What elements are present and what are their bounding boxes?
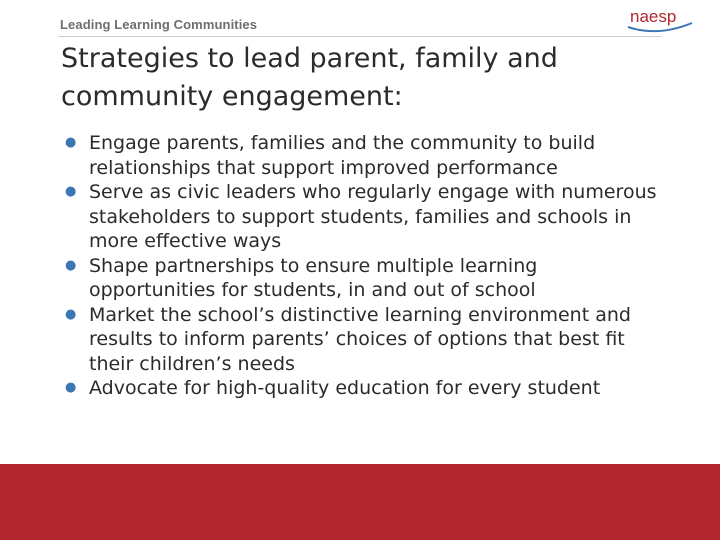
bullet-list — [62, 131, 662, 401]
bullet-text: Shape partnerships to ensure multiple learning opportunities for students, in and out of school — [89, 254, 538, 301]
header-brand: Leading Learning Communities — [60, 17, 258, 32]
bullet-item — [62, 376, 662, 401]
header-divider — [58, 36, 662, 37]
bullet-dot-icon: ● — [65, 306, 77, 322]
bullet-text: Market the school’s distinctive learning environment and results to inform parents’ choices of options that best fit their children’s needs — [89, 303, 631, 375]
bullet-item — [62, 180, 662, 254]
title-line-2: community engagement: — [61, 81, 403, 112]
bullet-item — [62, 303, 662, 377]
logo-text: naesp — [630, 7, 677, 26]
bullet-dot-icon: ● — [65, 257, 77, 273]
bullet-dot-icon: ● — [65, 380, 77, 395]
bullet-item — [62, 131, 662, 180]
slide-title — [61, 40, 661, 116]
bullet-dot-icon: ● — [65, 135, 77, 150]
naesp-logo — [618, 2, 704, 34]
footer-bar — [0, 464, 720, 540]
bullet-dot-icon: ● — [65, 184, 77, 199]
bullet-text: Serve as civic leaders who regularly engage with numerous stakeholders to support students, families and schools in more effective ways — [89, 181, 657, 252]
bullet-text: Engage parents, families and the community to build relationships that support improved performance — [89, 132, 596, 179]
title-line-1: Strategies to lead parent, family and — [61, 43, 558, 74]
bullet-item — [62, 254, 662, 303]
bullet-text: Advocate for high-quality education for every student — [89, 377, 601, 399]
